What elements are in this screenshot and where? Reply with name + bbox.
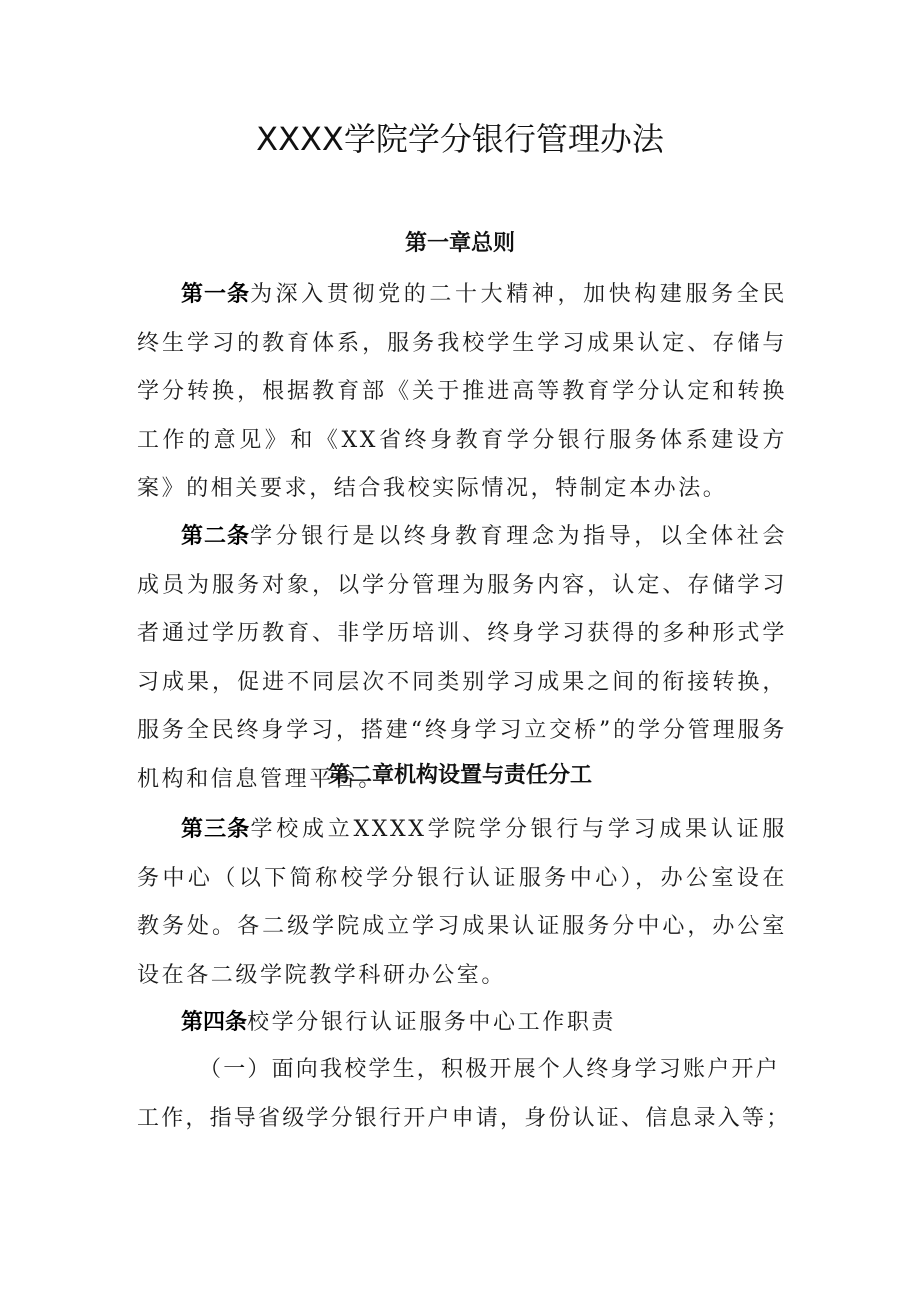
- article-3: [137, 805, 787, 1000]
- article-1: [137, 270, 787, 514]
- chapter-2-heading: 第二章机构设置与责任分工: [327, 762, 592, 788]
- article-1-text: 为深入贯彻党的二十大精神，加快构建服务全民终生学习的教育体系，服务我校学生学习成果认定、存储与学分转换，根据教育部《关于推进高等教育学分认定和转换工作的意见》和《XX省终身教育学分银行服务体系建设方案》的相关要求，结合我校实际情况，特制定本办法。: [137, 282, 787, 501]
- article-1-label: 第一条: [181, 281, 251, 307]
- article-4-label: 第四条: [181, 1009, 248, 1035]
- article-4-item-1: （一）面向我校学生，积极开展个人终身学习账户开户工作，指导省级学分银行开户申请，身份认证、信息录入等；: [137, 1057, 791, 1131]
- article-3-label: 第三条: [181, 816, 251, 842]
- chapter-1-heading: 第一章总则: [404, 230, 515, 256]
- article-4-text: 校学分银行认证服务中心工作职责: [247, 1010, 617, 1035]
- article-2-label: 第二条: [181, 523, 251, 549]
- document-title: XXXX学院学分银行管理办法: [256, 120, 664, 158]
- article-2-text: 学分银行是以终身教育理念为指导，以全体社会成员为服务对象，以学分管理为服务内容，认定、存储学习者通过学历教育、非学历培训、终身学习获得的多种形式学习成果，促进不同层次不同类别学习成果之间的衔接转换，服务全民终身学习，搭建“终身学习立交桥”的学分管理服务机构和信息管理平台。: [137, 524, 787, 792]
- article-4: [137, 998, 787, 1048]
- article-3-text: 学校成立XXXX学院学分银行与学习成果认证服务中心（以下简称校学分银行认证服务中心），办公室设在教务处。各二级学院成立学习成果认证服务分中心，办公室设在各二级学院教学科研办公室。: [137, 817, 787, 988]
